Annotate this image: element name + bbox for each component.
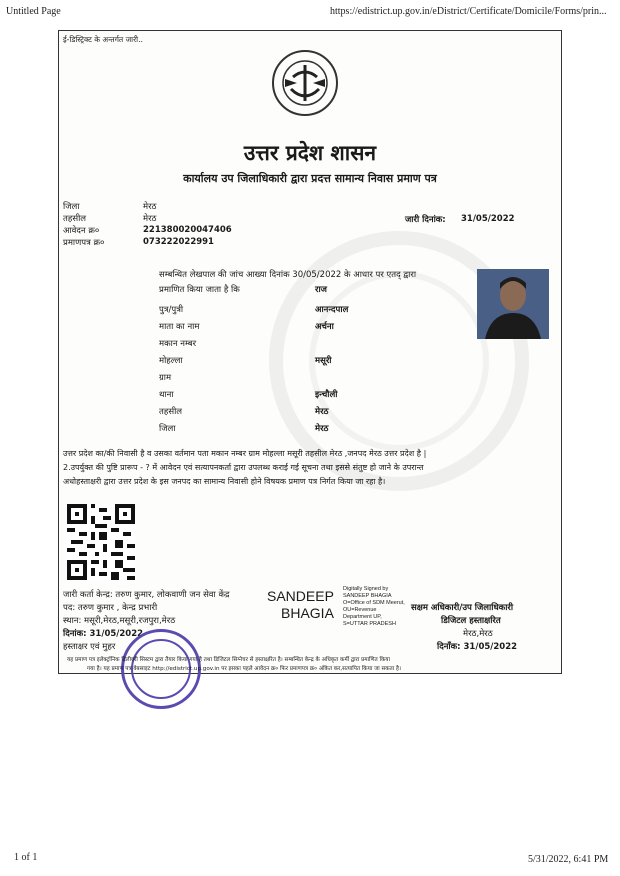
intro-line-1: सम्बन्धित लेखपाल की जांच आख्या दिनांक 30/05/2022 के आधार पर एतद् द्वारा	[159, 270, 417, 280]
detail-label-district: जिला	[159, 424, 176, 434]
residence-paragraph: उत्तर प्रदेश का/की निवासी है व उसका वर्तमान पता मकान नम्बर ग्राम मोहल्ला मसूरी तहसील मेरठ ,जनपद मेरठ उत्तर प्रदेश है |	[63, 449, 427, 458]
footer-note-2: गया है। यह प्रमाण पत्र वेबसाइट http://edistrict.up.gov.in पर इसका पहले आवेदन क्र० फिर प्रमाणपत्र क्र० अंकित कर,सत्यापित किया जा सकता है।	[87, 666, 402, 672]
authority-digital-signed: डिजिटल हस्ताक्षरित	[441, 616, 501, 626]
detail-label-police-station: थाना	[159, 390, 174, 400]
detail-value-locality: मसूरी	[315, 356, 332, 366]
certificate-title: उत्तर प्रदेश शासन	[243, 140, 377, 165]
qr-code	[67, 503, 135, 581]
meta-label-certificate-no: प्रमाणपत्र क्र०	[63, 238, 105, 248]
meta-label-application-no: आवेदन क्र०	[63, 226, 100, 236]
page-count-footer: 1 of 1	[14, 852, 38, 863]
issuer-signature-label: हस्ताक्षर एवं मुहर	[63, 642, 116, 652]
meta-label-district: जिला	[63, 202, 80, 212]
signer-name-line1: SANDEEP	[267, 588, 334, 604]
intro-line-2: प्रमाणित किया जाता है कि	[159, 285, 240, 295]
certificate-subtitle: कार्यालय उप जिलाधिकारी द्वारा प्रदत्त सामान्य निवास प्रमाण पत्र	[183, 172, 437, 185]
detail-value-parent: आनन्दपाल	[315, 305, 349, 315]
detail-value-district: मेरठ	[315, 424, 329, 434]
footer-note-1: यह प्रमाण पत्र इलेक्ट्रॉनिक डिलीवरी सिस्टम द्वारा तैयार किया गया है तथा डिजिटल सिग्नेचर से हस्ताक्षरित है। सम्बन्धित केन्द्र के अधिकृत कर्मी द्वारा प्रमाणित किया	[67, 657, 390, 663]
detail-value-mother: अर्चना	[315, 322, 334, 332]
detail-label-tehsil: तहसील	[159, 407, 183, 417]
digital-signature-block	[343, 586, 405, 628]
digital-sig-line: Digitally Signed by	[343, 586, 389, 592]
page-url-header: https://edistrict.up.gov.in/eDistrict/Certificate/Domicile/Forms/prin...	[330, 6, 607, 17]
issue-date-label: जारी दिनांक:	[405, 215, 446, 225]
up-emblem	[271, 49, 339, 117]
detail-value-tehsil: मेरठ	[315, 407, 329, 417]
issue-date: 31/05/2022	[461, 214, 515, 224]
detail-label-parent: पुत्र/पुत्री	[159, 305, 184, 315]
detail-label-mother: माता का नाम	[159, 322, 200, 332]
authority-location: मेरठ,मेरठ	[463, 629, 493, 639]
signer-name-line2: BHAGIA	[281, 605, 334, 621]
digital-sig-line: OU=Revenue	[343, 607, 377, 613]
detail-value-police-station: इन्चौली	[315, 390, 338, 400]
authority-date: दिनाँक: 31/05/2022	[437, 642, 518, 652]
digital-sig-line: O=Office of SDM Meerut,	[343, 600, 405, 606]
digital-sig-line: SANDEEP BHAGIA	[343, 593, 392, 599]
detail-label-locality: मोहल्ला	[159, 356, 183, 366]
detail-label-village: ग्राम	[159, 373, 172, 383]
digital-sig-line: Department UP,	[343, 614, 382, 620]
meta-value-district: मेरठ	[143, 202, 157, 212]
certificate	[58, 30, 562, 674]
detail-value-name: राज	[315, 285, 327, 295]
authority-designation: सक्षम अधिकारी/उप जिलाधिकारी	[411, 603, 514, 613]
meta-value-certificate-no: 073222022991	[143, 237, 214, 247]
meta-value-tehsil: मेरठ	[143, 214, 157, 224]
verification-paragraph: 2.उपर्युक्त की पुष्टि प्रारूप - ? में आवेदन एवं सत्यापनकर्ता द्वारा उपलब्ध कराई गई सूचना तथा इससे संतुष्ट हो जाने के उपरान्त	[63, 463, 424, 472]
meta-label-tehsil: तहसील	[63, 214, 87, 224]
watermark-emblem-inner	[309, 271, 489, 451]
page-title-header: Untitled Page	[6, 6, 61, 17]
header-note: ई-डिस्ट्रिक्ट के अन्तर्गत जारी..	[63, 35, 143, 44]
issuer-place: स्थान: मसूरी,मेरठ,मसूरी,रजपुरा,मेरठ	[63, 616, 176, 626]
meta-value-application-no: 221380020047406	[143, 225, 232, 235]
applicant-photo	[477, 269, 549, 339]
print-datetime-footer: 5/31/2022, 6:41 PM	[528, 854, 609, 865]
issuer-post: पद: तरुण कुमार , केन्द्र प्रभारी	[63, 603, 158, 613]
issuer-center: जारी कर्ता केन्द्र: तरुण कुमार, लोकवाणी जन सेवा केंद्र	[63, 590, 230, 600]
digital-sig-line: S=UTTAR PRADESH	[343, 621, 396, 627]
issuance-paragraph: अधोहस्ताक्षरी द्वारा उत्तर प्रदेश के इस जनपद का सामान्य निवासी होने विषयक प्रमाण पत्र निर्गत किया जा रहा है।	[63, 477, 386, 486]
issuer-date: दिनांक: 31/05/2022	[63, 629, 144, 639]
detail-label-house-no: मकान नम्बर	[159, 339, 197, 349]
